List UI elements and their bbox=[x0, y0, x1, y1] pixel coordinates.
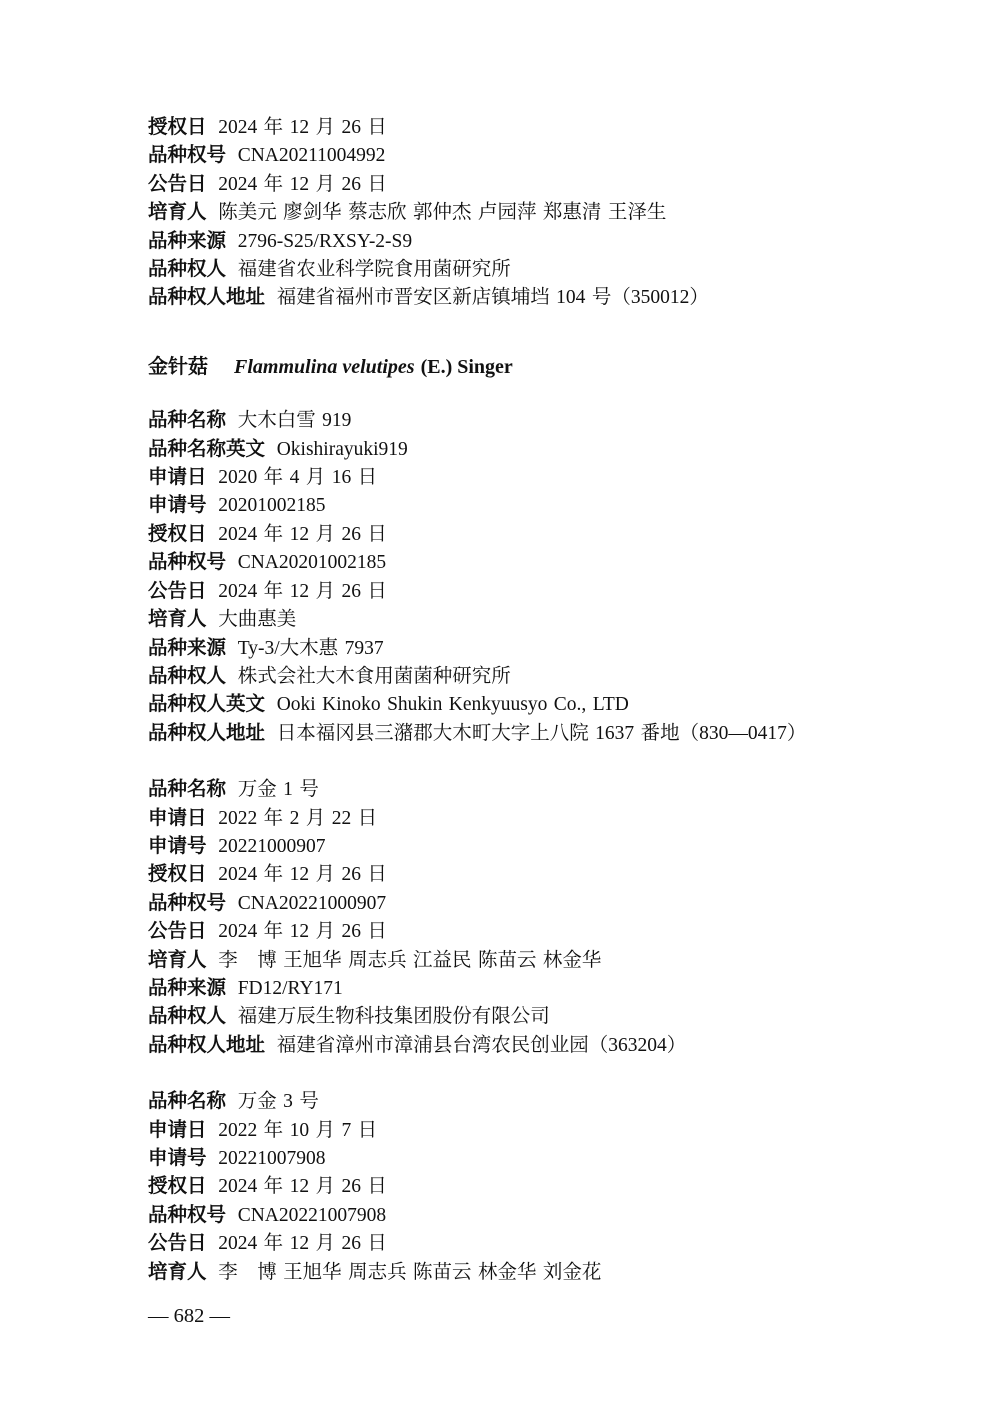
field-value: CNA20211004992 bbox=[237, 145, 386, 167]
record-field bbox=[148, 549, 938, 577]
field-value: 2022 年 2 月 22 日 bbox=[218, 807, 378, 829]
species-header bbox=[148, 353, 938, 381]
field-value: CNA20221000907 bbox=[237, 892, 387, 914]
variety-record bbox=[148, 1088, 938, 1287]
field-label: 品种来源 bbox=[148, 977, 227, 999]
record-field bbox=[148, 861, 938, 889]
record-field bbox=[148, 436, 938, 464]
field-value: 大木白雪 919 bbox=[237, 410, 352, 432]
record-field bbox=[148, 1259, 938, 1287]
field-value: 2020 年 4 月 16 日 bbox=[218, 467, 378, 489]
record-field bbox=[148, 1032, 938, 1060]
species-latin-name: Flammulina velutipes bbox=[234, 355, 415, 378]
species-authority: (E.) Singer bbox=[420, 355, 513, 378]
page-footer bbox=[148, 1304, 230, 1328]
record-field bbox=[148, 947, 938, 975]
record-field bbox=[148, 776, 938, 804]
record-field bbox=[148, 691, 938, 719]
field-value: 2024 年 12 月 26 日 bbox=[218, 921, 387, 943]
field-label: 申请号 bbox=[148, 1148, 207, 1169]
field-value: 陈美元 廖剑华 蔡志欣 郭仲杰 卢园萍 郑惠清 王泽生 bbox=[218, 202, 667, 224]
field-label: 培育人 bbox=[148, 949, 207, 971]
field-value: 2024 年 12 月 26 日 bbox=[218, 1176, 387, 1198]
field-value: 2022 年 10 月 7 日 bbox=[218, 1119, 378, 1141]
field-value: 20221000907 bbox=[218, 835, 326, 857]
field-label: 公告日 bbox=[148, 580, 207, 602]
record-field bbox=[148, 975, 938, 1003]
field-label: 申请号 bbox=[148, 495, 207, 517]
field-value: 2024 年 12 月 26 日 bbox=[218, 117, 387, 138]
field-value: 日本福冈县三潴郡大木町大字上八院 1637 番地（830—0417） bbox=[276, 722, 807, 744]
field-label: 授权日 bbox=[148, 523, 207, 545]
field-label: 品种名称 bbox=[148, 410, 227, 432]
record-field bbox=[148, 407, 938, 435]
record-field bbox=[148, 1003, 938, 1031]
record-field bbox=[148, 284, 938, 312]
field-label: 授权日 bbox=[148, 1176, 207, 1198]
field-value: 福建万辰生物科技集团股份有限公司 bbox=[237, 1006, 550, 1028]
field-value: 20221007908 bbox=[218, 1148, 326, 1169]
field-label: 品种名称英文 bbox=[148, 438, 266, 460]
field-label: 公告日 bbox=[148, 1233, 207, 1255]
record-field bbox=[148, 833, 938, 861]
record-field bbox=[148, 256, 938, 284]
field-label: 品种权人 bbox=[148, 665, 227, 687]
field-value: Okishirayuki919 bbox=[276, 438, 408, 460]
field-value: 2024 年 12 月 26 日 bbox=[218, 173, 387, 195]
record-field bbox=[148, 521, 938, 549]
field-value: 2024 年 12 月 26 日 bbox=[218, 523, 387, 545]
record-field bbox=[148, 1173, 938, 1201]
field-value: 万金 3 号 bbox=[237, 1091, 319, 1113]
species-chinese-name: 金针菇 bbox=[148, 355, 208, 378]
field-label: 授权日 bbox=[148, 117, 207, 138]
field-label: 品种权号 bbox=[148, 1204, 227, 1226]
record-field bbox=[148, 918, 938, 946]
field-label: 申请日 bbox=[148, 807, 207, 829]
record-field bbox=[148, 606, 938, 634]
record-field bbox=[148, 1145, 938, 1173]
record-field bbox=[148, 1202, 938, 1230]
field-label: 授权日 bbox=[148, 864, 207, 886]
record-field bbox=[148, 805, 938, 833]
field-value: 2024 年 12 月 26 日 bbox=[218, 864, 387, 886]
record-field bbox=[148, 1088, 938, 1116]
field-label: 品种权人 bbox=[148, 259, 227, 281]
variety-record bbox=[148, 776, 938, 1060]
field-label: 品种权号 bbox=[148, 145, 227, 167]
field-label: 申请号 bbox=[148, 835, 207, 857]
field-label: 培育人 bbox=[148, 1261, 207, 1283]
field-value: 株式会社大木食用菌菌种研究所 bbox=[237, 665, 511, 687]
field-value: 李 博 王旭华 周志兵 江益民 陈苗云 林金华 bbox=[218, 949, 602, 971]
record-field bbox=[148, 114, 938, 142]
record-field bbox=[148, 171, 938, 199]
field-value: 福建省农业科学院食用菌研究所 bbox=[237, 259, 511, 281]
field-label: 公告日 bbox=[148, 921, 207, 943]
record-field bbox=[148, 720, 938, 748]
field-value: 福建省福州市晋安区新店镇埔垱 104 号（350012） bbox=[276, 287, 709, 309]
field-value: 李 博 王旭华 周志兵 陈苗云 林金华 刘金花 bbox=[218, 1261, 602, 1283]
field-label: 品种名称 bbox=[148, 1091, 227, 1113]
field-value: 20201002185 bbox=[218, 495, 326, 517]
record-field bbox=[148, 228, 938, 256]
field-value: 2796-S25/RXSY-2-S9 bbox=[237, 230, 413, 252]
field-value: 大曲惠美 bbox=[218, 609, 297, 631]
record-field bbox=[148, 635, 938, 663]
record-field bbox=[148, 464, 938, 492]
field-value: 万金 1 号 bbox=[237, 779, 319, 801]
field-label: 培育人 bbox=[148, 202, 207, 224]
field-label: 品种权号 bbox=[148, 892, 227, 914]
variety-record bbox=[148, 114, 938, 313]
field-label: 培育人 bbox=[148, 609, 207, 631]
page-content bbox=[148, 114, 938, 1315]
field-value: CNA20201002185 bbox=[237, 552, 387, 574]
record-field bbox=[148, 578, 938, 606]
page-number: — 682 — bbox=[148, 1305, 230, 1327]
field-label: 品种权人英文 bbox=[148, 694, 266, 716]
record-field bbox=[148, 1230, 938, 1258]
field-value: 2024 年 12 月 26 日 bbox=[218, 580, 387, 602]
record-field bbox=[148, 142, 938, 170]
field-label: 品种来源 bbox=[148, 230, 227, 252]
record-field bbox=[148, 492, 938, 520]
field-value: Ooki Kinoko Shukin Kenkyuusyo Co., LTD bbox=[276, 694, 629, 716]
record-field bbox=[148, 199, 938, 227]
field-label: 品种名称 bbox=[148, 779, 227, 801]
field-label: 品种权人地址 bbox=[148, 722, 266, 744]
field-label: 公告日 bbox=[148, 173, 207, 195]
record-field bbox=[148, 663, 938, 691]
field-label: 品种权人地址 bbox=[148, 287, 266, 309]
field-value: FD12/RY171 bbox=[237, 977, 343, 999]
field-label: 申请日 bbox=[148, 467, 207, 489]
field-value: CNA20221007908 bbox=[237, 1204, 387, 1226]
field-label: 品种来源 bbox=[148, 637, 227, 659]
field-label: 品种权人地址 bbox=[148, 1034, 266, 1056]
field-label: 申请日 bbox=[148, 1119, 207, 1141]
field-label: 品种权号 bbox=[148, 552, 227, 574]
variety-record bbox=[148, 407, 938, 748]
record-field bbox=[148, 890, 938, 918]
field-value: 福建省漳州市漳浦县台湾农民创业园（363204） bbox=[276, 1034, 687, 1056]
field-label: 品种权人 bbox=[148, 1006, 227, 1028]
field-value: Ty-3/大木惠 7937 bbox=[237, 637, 384, 659]
record-field bbox=[148, 1117, 938, 1145]
field-value: 2024 年 12 月 26 日 bbox=[218, 1233, 387, 1255]
